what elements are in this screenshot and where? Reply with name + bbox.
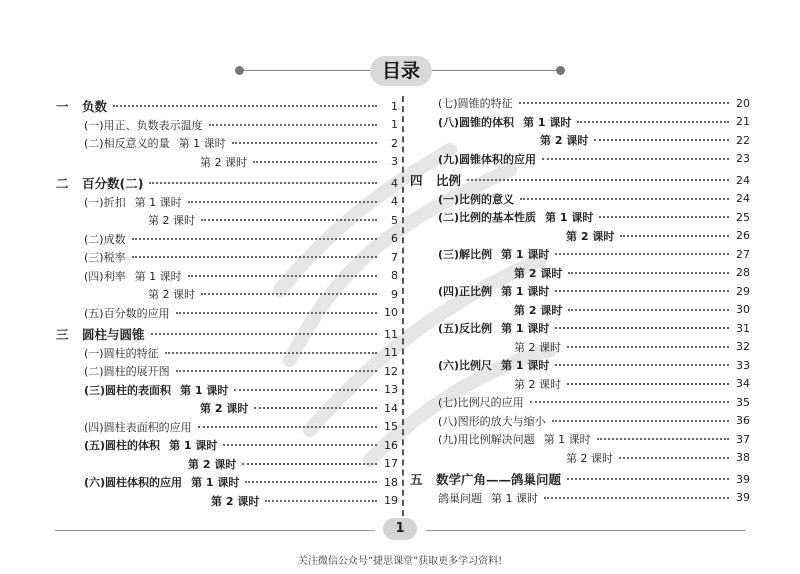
column-divider (402, 96, 404, 516)
dot-leader (552, 420, 729, 422)
entry-page-number: 35 (736, 395, 750, 409)
entry-label: 负数 (82, 99, 108, 115)
lesson-label: 第 1 课时 (545, 211, 594, 225)
entry-label: (二)成数 (84, 232, 126, 246)
entry-page-number: 39 (736, 491, 750, 505)
title-rule-left-dot (235, 66, 244, 75)
entry-page-number: 26 (736, 229, 750, 243)
toc-entry-row[interactable] (56, 304, 398, 323)
title-rule-right-dot (556, 66, 565, 75)
toc-entry-row[interactable] (410, 282, 750, 301)
entry-label: (六)比例尺 (438, 359, 493, 373)
toc-chapter-row[interactable] (56, 325, 398, 344)
dot-leader (188, 201, 377, 203)
lesson-label: 第 1 课时 (523, 115, 572, 129)
entry-page-number: 11 (384, 346, 398, 360)
entry-page-number: 27 (736, 247, 750, 261)
chapter-number: 一 (56, 99, 69, 115)
entry-page-number: 29 (736, 284, 750, 298)
footer-text: 关注微信公众号“捷思课堂”获取更多学习资料! (297, 556, 503, 567)
lesson-label: 第 1 课时 (501, 248, 550, 262)
dot-leader (176, 370, 377, 372)
entry-label: 圆柱与圆锥 (82, 327, 145, 343)
toc-entry-row[interactable] (410, 338, 750, 357)
entry-label: (八)图形的放大与缩小 (438, 414, 546, 428)
dot-leader (151, 333, 377, 335)
dot-leader (594, 139, 729, 141)
entry-page-number: 31 (736, 321, 750, 335)
lesson-label: 第 1 课时 (501, 322, 550, 336)
toc-entry-row[interactable] (56, 436, 398, 455)
lesson-label: 第 2 课时 (211, 494, 260, 508)
entry-label: (三)解比例 (438, 248, 493, 262)
toc-entry-row[interactable] (56, 230, 398, 249)
lesson-label: 第 1 课时 (501, 359, 550, 373)
dot-leader (253, 161, 377, 163)
dot-leader (232, 142, 377, 144)
lesson-label: 第 2 课时 (514, 377, 561, 391)
entry-page-number: 8 (391, 269, 398, 283)
entry-label: 比例 (436, 173, 462, 189)
entry-label: (一)比例的意义 (438, 192, 515, 206)
entry-page-number: 37 (736, 432, 750, 446)
lesson-label: 第 2 课时 (200, 155, 247, 169)
toc-entry-row[interactable] (56, 344, 398, 363)
entry-page-number: 6 (391, 232, 398, 246)
dot-leader (165, 352, 377, 354)
page-title: 目录 (370, 56, 432, 86)
entry-page-number: 13 (384, 383, 398, 397)
entry-page-number: 38 (736, 451, 750, 465)
entry-page-number: 34 (736, 377, 750, 391)
toc-entry-row[interactable] (410, 375, 750, 394)
entry-page-number: 16 (384, 438, 398, 452)
chapter-number: 五 (410, 472, 423, 488)
dot-leader (544, 497, 729, 499)
toc-chapter-row[interactable] (410, 470, 750, 489)
dot-leader (209, 124, 377, 126)
entry-page-number: 20 (736, 96, 750, 110)
toc-entry-row[interactable] (410, 489, 750, 508)
lesson-label: 第 2 课时 (188, 457, 237, 471)
entry-label: (一)圆柱的特征 (84, 346, 159, 360)
dot-leader (577, 121, 729, 123)
entry-label: (三)圆柱的表面积 (84, 383, 172, 397)
entry-page-number: 4 (391, 195, 398, 209)
entry-label: (四)正比例 (438, 285, 493, 299)
lesson-label: 第 2 课时 (200, 402, 249, 416)
lesson-label: 第 2 课时 (566, 229, 615, 243)
entry-label: (五)反比例 (438, 322, 493, 336)
chapter-number: 二 (56, 176, 69, 192)
dot-leader (519, 102, 729, 104)
dot-leader (619, 457, 729, 459)
lesson-label: 第 2 课时 (566, 451, 613, 465)
entry-page-number: 4 (391, 176, 398, 190)
entry-page-number: 39 (736, 472, 750, 486)
entry-page-number: 12 (384, 364, 398, 378)
lesson-label: 第 1 课时 (169, 439, 218, 453)
entry-label: 百分数(二) (82, 176, 144, 192)
toc-entry-row[interactable] (410, 227, 750, 246)
entry-page-number: 36 (736, 414, 750, 428)
lesson-label: 第 2 课时 (514, 303, 563, 317)
toc-entry-row[interactable] (410, 245, 750, 264)
entry-page-number: 18 (384, 475, 398, 489)
toc-entry-row[interactable] (56, 399, 398, 418)
dot-leader (568, 309, 729, 311)
entry-label: (七)比例尺的应用 (438, 396, 524, 410)
entry-page-number: 19 (384, 494, 398, 508)
entry-page-number: 1 (391, 99, 398, 113)
toc-entry-row[interactable] (410, 208, 750, 227)
lesson-label: 第 2 课时 (148, 288, 195, 302)
dot-leader (201, 293, 377, 295)
entry-label: (二)圆柱的展开图 (84, 365, 170, 379)
dot-leader (568, 272, 729, 274)
entry-label: 数学广角——鸽巢问题 (436, 472, 562, 488)
title-rule-left (240, 70, 370, 71)
entry-page-number: 25 (736, 210, 750, 224)
lesson-label: 第 1 课时 (191, 476, 240, 490)
lesson-label: 第 1 课时 (134, 269, 182, 283)
entry-page-number: 22 (736, 133, 750, 147)
toc-entry-row[interactable] (410, 449, 750, 468)
toc-entry-row[interactable] (56, 418, 398, 437)
toc-entry-row[interactable] (56, 362, 398, 381)
lesson-label: 第 1 课时 (543, 433, 591, 447)
entry-label: (一)折扣 (84, 195, 126, 209)
dot-leader (198, 426, 377, 428)
entry-page-number: 32 (736, 340, 750, 354)
dot-leader (188, 275, 377, 277)
toc-entry-row[interactable] (56, 381, 398, 400)
chapter-number: 三 (56, 327, 69, 343)
entry-page-number: 1 (391, 118, 398, 132)
dot-leader (620, 235, 729, 237)
toc-chapter-row[interactable] (410, 171, 750, 190)
entry-label: (九)用比例解决问题 (438, 433, 535, 447)
toc-entry-row[interactable] (410, 264, 750, 283)
title-rule-right (432, 70, 560, 71)
entry-label: 鸽巢问题 (438, 491, 482, 505)
toc-entry-row[interactable] (56, 211, 398, 230)
entry-page-number: 2 (391, 136, 398, 150)
dot-leader (567, 478, 729, 480)
dot-leader (132, 256, 377, 258)
dot-leader (567, 346, 729, 348)
toc-entry-row[interactable] (410, 319, 750, 338)
dot-leader (555, 290, 729, 292)
dot-leader (254, 407, 377, 409)
entry-label: (六)圆柱体积的应用 (84, 476, 183, 490)
toc-entry-row[interactable] (56, 285, 398, 304)
entry-label: (五)百分数的应用 (84, 306, 170, 320)
entry-page-number: 28 (736, 266, 750, 280)
toc-entry-row[interactable] (410, 430, 750, 449)
toc-entry-row[interactable] (410, 190, 750, 209)
dot-leader (234, 389, 377, 391)
toc-entry-row[interactable] (410, 113, 750, 132)
dot-leader (467, 179, 729, 181)
chapter-number: 四 (410, 173, 423, 189)
entry-page-number: 21 (736, 115, 750, 129)
toc-entry-row[interactable] (410, 94, 750, 113)
entry-page-number: 17 (384, 457, 398, 471)
footer-rule-right (426, 530, 746, 531)
entry-page-number: 33 (736, 358, 750, 372)
toc-entry-row[interactable] (56, 248, 398, 267)
entry-label: (五)圆柱的体积 (84, 439, 161, 453)
dot-leader (542, 158, 729, 160)
entry-page-number: 15 (384, 420, 398, 434)
dot-leader (555, 253, 729, 255)
entry-page-number: 24 (736, 173, 750, 187)
toc-chapter-row[interactable] (56, 97, 398, 116)
toc-entry-row[interactable] (56, 473, 398, 492)
dot-leader (520, 198, 729, 200)
toc-entry-row[interactable] (56, 193, 398, 212)
lesson-label: 第 1 课时 (491, 491, 538, 505)
toc-entry-row[interactable] (56, 267, 398, 286)
dot-leader (132, 238, 377, 240)
entry-page-number: 24 (736, 192, 750, 206)
toc-entry-row[interactable] (56, 153, 398, 172)
toc-chapter-row[interactable] (56, 174, 398, 193)
entry-page-number: 14 (384, 401, 398, 415)
dot-leader (242, 463, 377, 465)
entry-page-number: 10 (384, 306, 398, 320)
toc-right-column (410, 94, 750, 507)
entry-page-number: 9 (391, 287, 398, 301)
dot-leader (567, 383, 729, 385)
lesson-label: 第 1 课时 (134, 195, 182, 209)
toc-entry-row[interactable] (410, 412, 750, 431)
lesson-label: 第 1 课时 (178, 137, 226, 151)
entry-page-number: 5 (391, 213, 398, 227)
toc-entry-row[interactable] (410, 393, 750, 412)
footer-rule-left (55, 530, 375, 531)
toc-entry-row[interactable] (56, 492, 398, 511)
dot-leader (530, 401, 729, 403)
toc-left-column (56, 94, 398, 510)
entry-page-number: 30 (736, 303, 750, 317)
dot-leader (555, 364, 729, 366)
dot-leader (201, 219, 377, 221)
entry-page-number: 23 (736, 152, 750, 166)
dot-leader (245, 481, 377, 483)
entry-label: (九)圆锥体积的应用 (438, 152, 537, 166)
toc-entry-row[interactable] (410, 150, 750, 169)
lesson-label: 第 2 课时 (540, 134, 589, 148)
page-number: 1 (383, 518, 417, 540)
dot-leader (223, 444, 377, 446)
entry-label: (三)税率 (84, 251, 126, 265)
dot-leader (176, 312, 377, 314)
toc-entry-row[interactable] (56, 455, 398, 474)
entry-label: (二)比例的基本性质 (438, 211, 537, 225)
entry-page-number: 11 (384, 327, 398, 341)
lesson-label: 第 1 课时 (180, 383, 229, 397)
entry-label: (四)圆柱表面积的应用 (84, 420, 192, 434)
entry-page-number: 7 (391, 250, 398, 264)
toc-entry-row[interactable] (410, 131, 750, 150)
entry-label: (四)利率 (84, 269, 126, 283)
entry-label: (一)用正、负数表示温度 (84, 118, 203, 132)
entry-page-number: 3 (391, 155, 398, 169)
toc-entry-row[interactable] (410, 301, 750, 320)
lesson-label: 第 2 课时 (148, 214, 195, 228)
title-area (0, 0, 800, 100)
dot-leader (599, 216, 729, 218)
dot-leader (113, 105, 377, 107)
toc-entry-row[interactable] (410, 356, 750, 375)
dot-leader (555, 327, 729, 329)
lesson-label: 第 2 课时 (514, 266, 563, 280)
entry-label: (二)相反意义的量 (84, 137, 170, 151)
toc-entry-row[interactable] (56, 116, 398, 135)
lesson-label: 第 1 课时 (501, 285, 550, 299)
dot-leader (597, 438, 729, 440)
entry-label: (七)圆锥的特征 (438, 97, 513, 111)
dot-leader (149, 182, 377, 184)
dot-leader (265, 500, 377, 502)
toc-entry-row[interactable] (56, 134, 398, 153)
entry-label: (八)圆锥的体积 (438, 115, 515, 129)
lesson-label: 第 2 课时 (514, 340, 561, 354)
